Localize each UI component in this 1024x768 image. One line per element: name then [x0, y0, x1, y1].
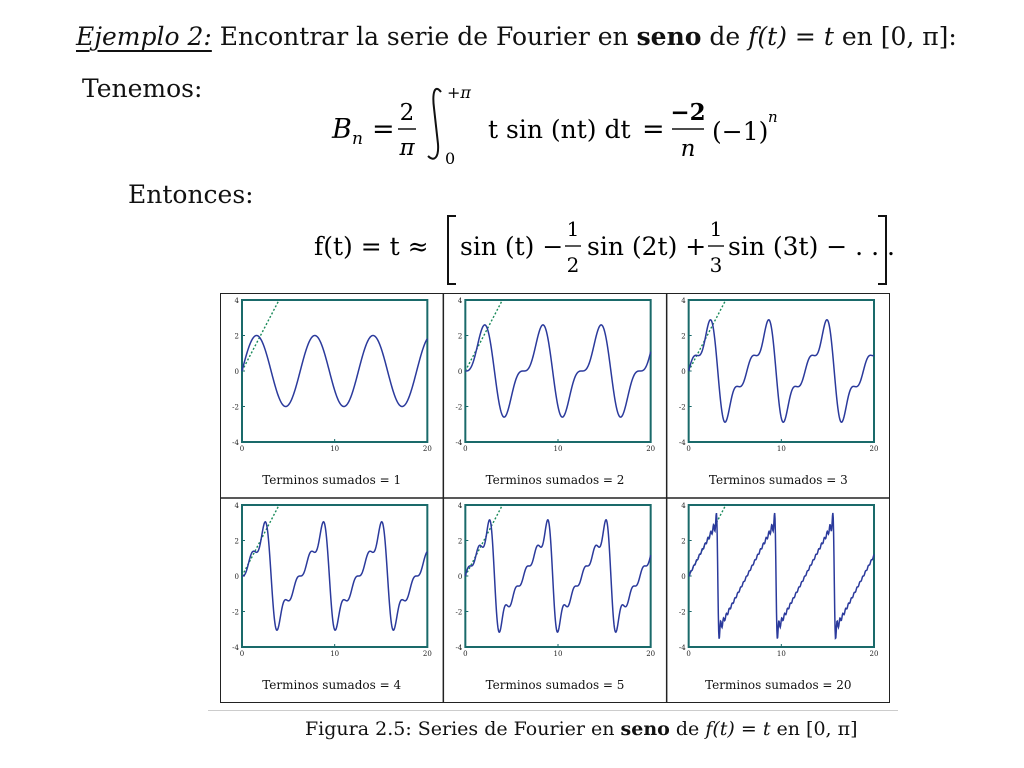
y-tick-label: 0: [681, 573, 686, 581]
y-tick-label: -4: [678, 644, 686, 652]
heading-en: en: [841, 22, 873, 51]
eq1-rhs-exp: n: [768, 108, 778, 126]
x-tick-label: 10: [330, 650, 340, 658]
y-tick-label: 2: [681, 537, 686, 546]
x-tick-label: 20: [646, 445, 656, 453]
equation-bn: [320, 78, 800, 170]
fourier-series-line: [465, 520, 650, 632]
heading-interval: [0, π]:: [880, 22, 957, 51]
eq1-rhs-num: −2: [670, 99, 706, 126]
integral-sign-icon: [428, 89, 441, 159]
fourier-series-line: [689, 320, 874, 422]
example-label: Ejemplo 2:: [76, 22, 212, 51]
x-tick-label: 10: [776, 445, 786, 453]
y-tick-label: 0: [681, 368, 686, 376]
y-tick-label: -4: [678, 439, 686, 447]
y-tick-label: 2: [457, 537, 463, 546]
eq2-f2-num: 1: [709, 217, 723, 241]
fourier-series-line: [465, 325, 650, 417]
y-tick-label: -2: [678, 403, 686, 412]
y-tick-label: 4: [457, 297, 463, 305]
panel-caption: Terminos sumados = 1: [262, 473, 402, 487]
y-tick-label: -2: [678, 608, 686, 617]
eq1-equals-2: =: [642, 114, 665, 145]
plot-axes-box: [465, 300, 650, 442]
eq1-lhs: B: [332, 114, 352, 145]
y-tick-label: 4: [681, 502, 686, 510]
plot-axes-box: [242, 505, 427, 647]
y-tick-label: -2: [455, 403, 463, 412]
eq2-term1: sin (t) −: [460, 232, 564, 261]
eq2-f1-den: 2: [566, 253, 580, 277]
panel-caption: Terminos sumados = 3: [708, 473, 848, 487]
panel-caption: Terminos sumados = 5: [485, 678, 625, 692]
tenemos-label: Tenemos:: [82, 74, 203, 103]
example-heading: [76, 22, 957, 51]
y-tick-label: 2: [234, 537, 239, 546]
eq1-int-upper: +π: [447, 83, 471, 102]
x-tick-label: 0: [686, 650, 691, 658]
heading-de: de: [709, 22, 741, 51]
caption-function: f(t) = t: [705, 718, 771, 740]
y-tick-label: 4: [234, 502, 239, 510]
eq1-equals: =: [372, 114, 395, 145]
reference-line: [689, 300, 726, 371]
fourier-series-line: [242, 336, 427, 407]
x-tick-label: 10: [553, 445, 563, 453]
y-tick-label: -2: [232, 403, 239, 412]
eq2-term2: sin (2t) +: [587, 232, 707, 261]
fourier-series-line: [242, 522, 427, 630]
panel-caption: Terminos sumados = 2: [485, 473, 625, 487]
heading-function: f(t) = t: [748, 22, 834, 51]
y-tick-label: 0: [234, 573, 239, 581]
reference-line: [242, 300, 279, 371]
eq1-rhs-den: n: [680, 136, 696, 162]
y-tick-label: 4: [457, 502, 463, 510]
y-tick-label: 0: [457, 573, 463, 581]
caption-rule: [208, 710, 898, 711]
equation-series: [312, 210, 902, 290]
x-tick-label: 20: [869, 650, 879, 658]
eq1-frac-den: π: [399, 135, 415, 161]
x-tick-label: 0: [463, 445, 468, 453]
eq1-rhs-tail: (−1): [712, 117, 769, 146]
caption-mid: de: [675, 718, 700, 740]
x-tick-label: 0: [239, 650, 245, 658]
x-tick-label: 0: [463, 650, 468, 658]
panel-caption: Terminos sumados = 20: [705, 678, 852, 692]
x-tick-label: 0: [239, 445, 245, 453]
y-tick-label: 4: [681, 297, 686, 305]
x-tick-label: 20: [646, 650, 656, 658]
y-tick-label: -4: [455, 644, 463, 652]
eq2-term3: sin (3t) − . . .: [728, 232, 895, 261]
plot-axes-box: [465, 505, 650, 647]
plot-axes-box: [242, 300, 427, 442]
left-bracket-icon: [448, 216, 456, 284]
eq2-f2-den: 3: [709, 253, 723, 277]
figure-caption: [305, 718, 858, 740]
eq1-int-lower: 0: [445, 149, 456, 168]
reference-line: [465, 300, 502, 371]
heading-bold-word: seno: [636, 22, 702, 51]
fourier-figure: [220, 293, 890, 703]
entonces-label: Entonces:: [128, 180, 254, 209]
y-tick-label: -2: [232, 608, 239, 617]
y-tick-label: -4: [232, 439, 239, 447]
eq1-frac-num: 2: [399, 100, 415, 126]
caption-pre: Figura 2.5: Series de Fourier en: [305, 718, 615, 740]
x-tick-label: 10: [553, 650, 563, 658]
y-tick-label: -2: [455, 608, 463, 617]
y-tick-label: -4: [455, 439, 463, 447]
x-tick-label: 20: [869, 445, 879, 453]
eq1-lhs-sub: n: [352, 129, 363, 149]
x-tick-label: 0: [686, 445, 691, 453]
heading-text: Encontrar la serie de Fourier en: [219, 22, 629, 51]
y-tick-label: 2: [681, 332, 686, 341]
caption-post: en [0, π]: [776, 718, 858, 740]
x-tick-label: 10: [776, 650, 786, 658]
y-tick-label: 0: [457, 368, 463, 376]
y-tick-label: 4: [234, 297, 239, 305]
x-tick-label: 20: [422, 445, 432, 453]
panel-caption: Terminos sumados = 4: [262, 678, 402, 692]
eq1-integrand: t sin (nt) dt: [488, 115, 631, 144]
y-tick-label: 2: [457, 332, 463, 341]
y-tick-label: -4: [232, 644, 239, 652]
eq2-f1-num: 1: [566, 217, 580, 241]
y-tick-label: 0: [234, 368, 239, 376]
caption-bold-word: seno: [620, 718, 670, 740]
x-tick-label: 20: [422, 650, 432, 658]
y-tick-label: 2: [234, 332, 239, 341]
eq2-lhs: f(t) = t ≈: [314, 232, 429, 261]
fourier-series-line: [689, 513, 874, 639]
x-tick-label: 10: [330, 445, 340, 453]
